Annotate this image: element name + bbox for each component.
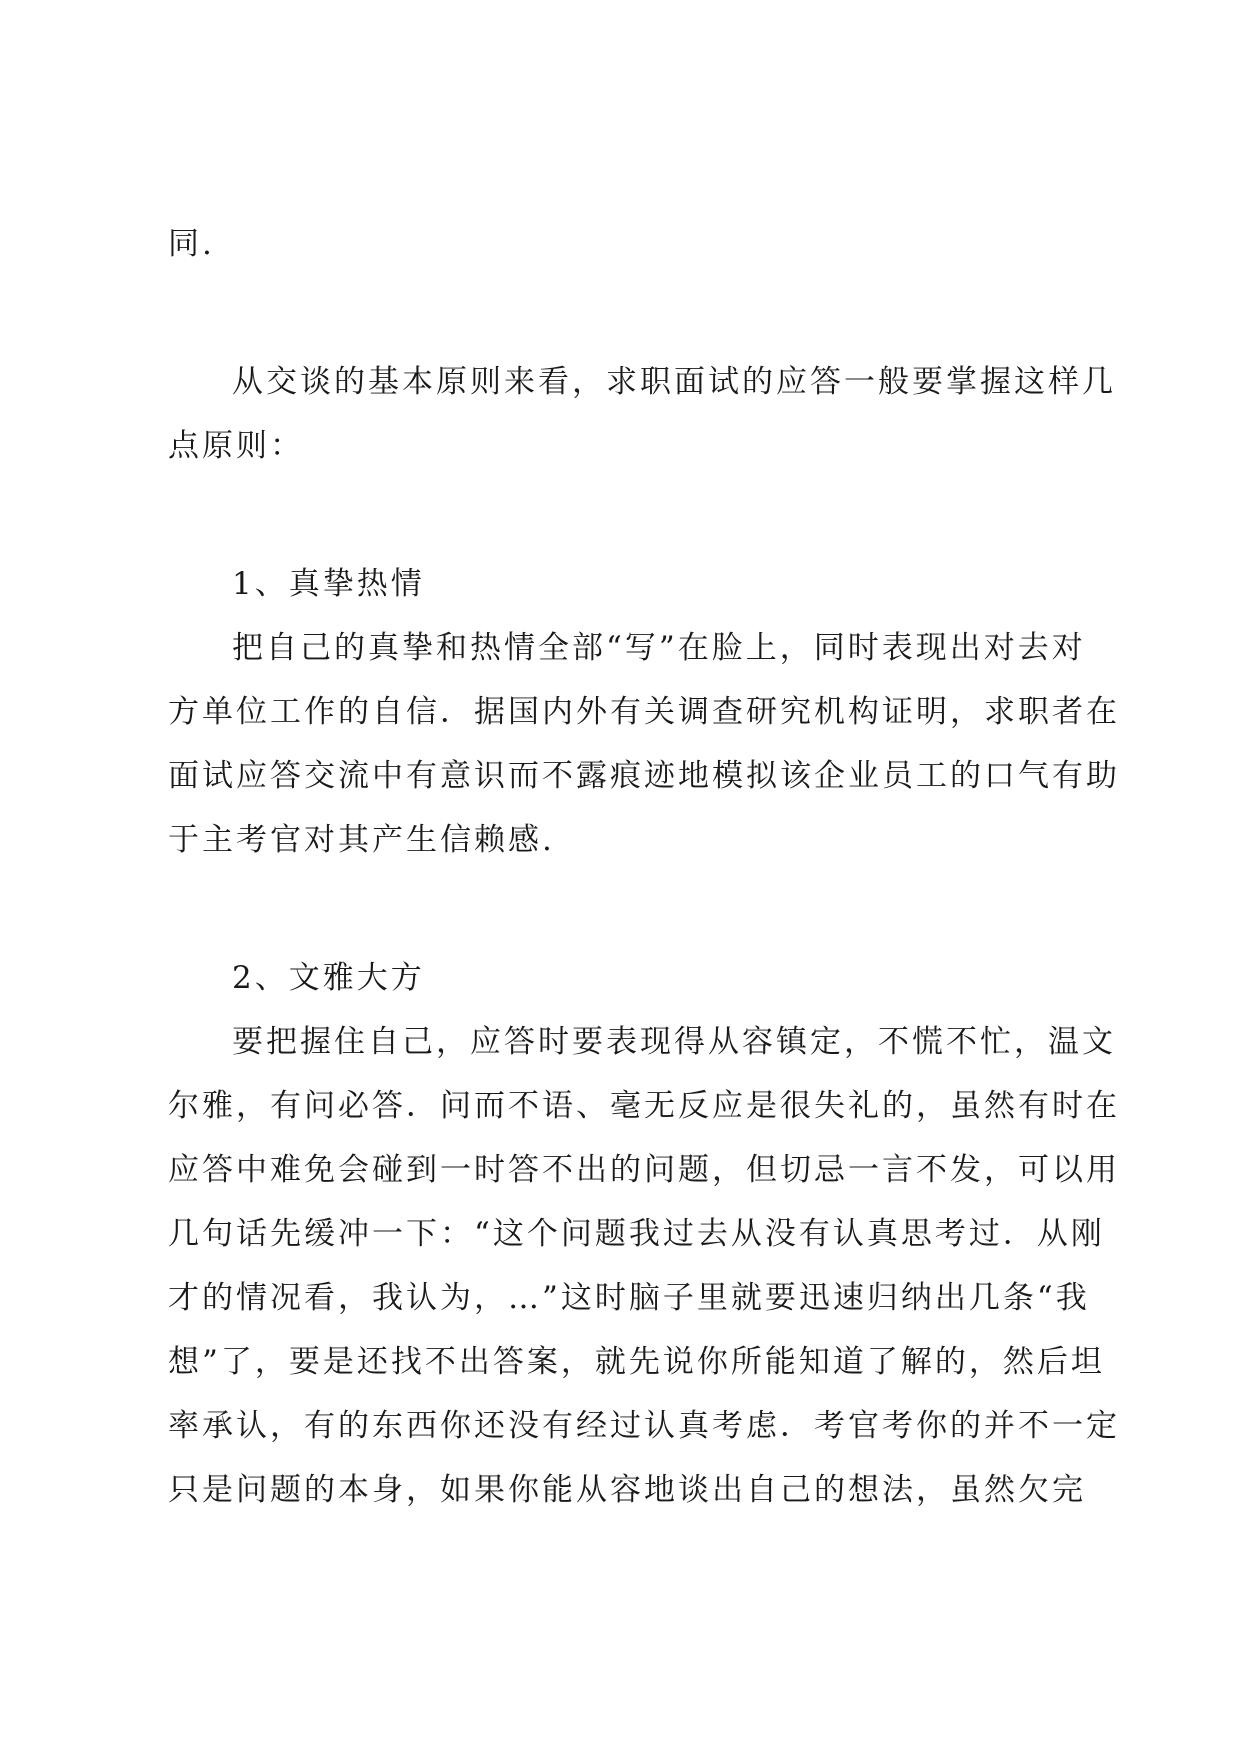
section-2-line-4: 几句话先缓冲一下：“这个问题我过去从没有认真思考过．从刚 <box>168 1216 1105 1252</box>
section-1-line-3: 面试应答交流中有意识而不露痕迹地模拟该企业员工的口气有助 <box>168 758 1120 794</box>
section-2-line-7: 率承认，有的东西你还没有经过认真考虑．考官考你的并不一定 <box>168 1408 1120 1444</box>
intro-line-2: 点原则： <box>168 428 304 464</box>
intro-line-1: 从交谈的基本原则来看，求职面试的应答一般要掌握这样几 <box>232 364 1116 400</box>
section-1-line-1: 把自己的真挚和热情全部“写”在脸上，同时表现出对去对 <box>232 630 1086 666</box>
section-1-line-2: 方单位工作的自信．据国内外有关调查研究机构证明，求职者在 <box>168 694 1120 730</box>
continuation-text: 同. <box>168 226 215 262</box>
section-1-heading: 1、真挚热情 <box>232 566 425 602</box>
section-2-line-5: 才的情况看，我认为，…”这时脑子里就要迅速归纳出几条“我 <box>168 1280 1090 1316</box>
section-2-heading: 2、文雅大方 <box>232 960 425 996</box>
section-2-line-2: 尔雅，有问必答．问而不语、毫无反应是很失礼的，虽然有时在 <box>168 1088 1120 1124</box>
section-1-line-4: 于主考官对其产生信赖感. <box>168 822 555 858</box>
section-2-line-1: 要把握住自己，应答时要表现得从容镇定，不慌不忙，温文 <box>232 1024 1116 1060</box>
section-2-line-3: 应答中难免会碰到一时答不出的问题，但切忌一言不发，可以用 <box>168 1152 1120 1188</box>
section-2-line-6: 想”了，要是还找不出答案，就先说你所能知道了解的，然后坦 <box>168 1344 1105 1380</box>
section-2-line-8: 只是问题的本身，如果你能从容地谈出自己的想法，虽然欠完 <box>168 1472 1086 1508</box>
